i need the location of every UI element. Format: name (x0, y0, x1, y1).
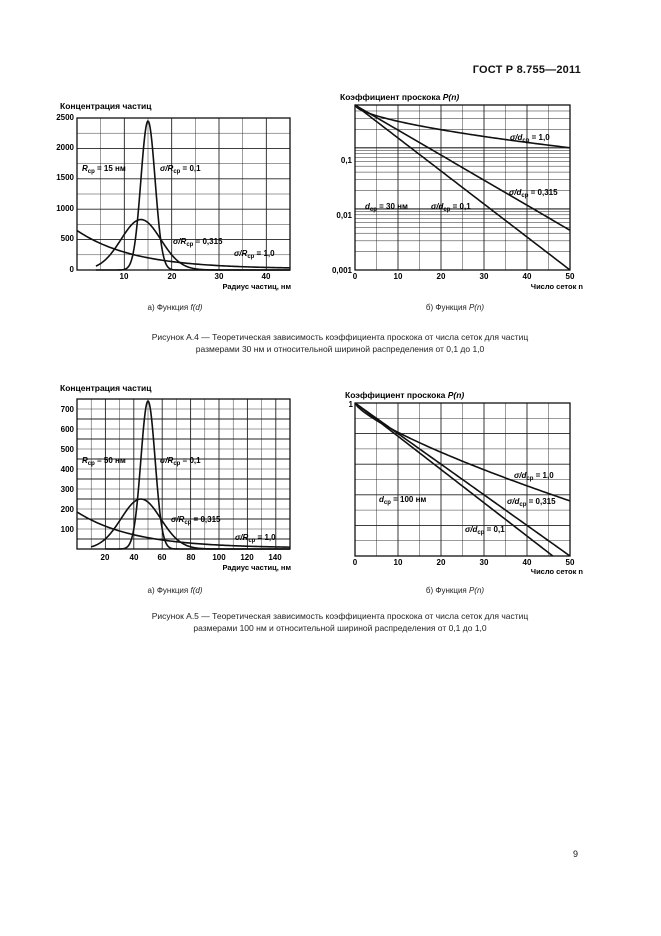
subcaption-a5-b (390, 586, 520, 595)
annotation-value: = 0,315 (526, 497, 556, 506)
annotation-subscript: ср (247, 254, 255, 260)
plot-frame (77, 399, 290, 549)
annotation-value: = 0,1 (450, 202, 471, 211)
annotation-subscript: ср (186, 242, 194, 248)
x-axis-label: Радиус частиц, нм (222, 563, 291, 572)
subcaption-a4-a (110, 303, 240, 312)
annotation-sigma-0-1 (160, 164, 201, 175)
annotation-value: = 0,1 (180, 164, 201, 173)
annotation-value: = 1,0 (533, 471, 554, 480)
x-tick-label: 10 (119, 272, 129, 281)
x-tick-label: 80 (186, 553, 196, 562)
figure-caption-a4 (60, 331, 620, 355)
y-tick-label: 0,1 (340, 156, 352, 165)
annotation-sigma-0-315 (171, 515, 221, 526)
caption-line-1: Рисунок А.4 — Теоретическая зависимость коэффициента проскока от числа сеток для частиц (151, 332, 529, 342)
annotation-sigma-0-1 (465, 525, 505, 536)
annotation-sigma-0-315 (509, 188, 558, 199)
x-tick-label: 120 (240, 553, 254, 562)
annotation-r-mean (82, 456, 126, 467)
annotation-symbol: σ/d (509, 188, 522, 197)
y-tick-label: 600 (60, 425, 74, 434)
annotation-symbol: R (82, 164, 88, 173)
annotation-subscript: ср (87, 169, 95, 175)
x-tick-label: 40 (261, 272, 271, 281)
annotation-subscript: ср (383, 500, 391, 506)
y-tick-label: 1000 (56, 204, 74, 213)
chart-title-function: P(n) (447, 390, 465, 400)
x-tick-label: 0 (352, 272, 358, 281)
annotation-subscript: ср (184, 520, 192, 526)
annotation-value: = 0,315 (528, 188, 558, 197)
annotation-symbol: d (379, 495, 384, 504)
annotation-sigma-1-0 (514, 471, 554, 482)
annotation-sigma-0-315 (507, 497, 556, 508)
subcaption-prefix: б) Функция (425, 586, 469, 595)
chart-a5-penetration (325, 380, 585, 580)
y-tick-labels (349, 400, 354, 409)
chart-a4-penetration (325, 88, 585, 300)
y-tick-labels (332, 156, 353, 275)
y-tick-label: 500 (60, 234, 74, 243)
y-tick-labels (56, 113, 74, 274)
annotation-symbol: σ/R (173, 237, 187, 246)
x-tick-label: 50 (565, 272, 575, 281)
x-axis-label: Число сеток n (530, 282, 583, 291)
subcaption-function: f(d) (190, 586, 203, 595)
annotation-symbol: σ/R (235, 533, 249, 542)
annotation-sigma-1-0 (234, 249, 275, 260)
figure-caption-a5 (60, 610, 620, 634)
x-tick-label: 100 (212, 553, 226, 562)
chart-title: Концентрация частиц (60, 101, 152, 111)
page-number: 9 (573, 849, 579, 859)
annotation-subscript: ср (369, 207, 377, 213)
x-tick-label: 30 (479, 272, 489, 281)
annotation-subscript: ср (248, 538, 256, 544)
caption-line-2: размерами 100 нм и относительной шириной распределения от 0,1 до 1,0 (193, 623, 487, 633)
chart-a5-concentration (55, 379, 295, 579)
annotation-symbol: σ/d (514, 471, 527, 480)
annotation-subscript: ср (173, 169, 181, 175)
annotation-value: = 1,0 (255, 533, 276, 542)
document-header: ГОСТ Р 8.755—2011 (472, 64, 581, 76)
subcaption-prefix: а) Функция (147, 586, 191, 595)
x-tick-label: 40 (522, 272, 532, 281)
annotation-value: = 1,0 (254, 249, 275, 258)
annotation-symbol: R (82, 456, 88, 465)
subcaption-prefix: б) Функция (425, 303, 469, 312)
caption-line-1: Рисунок А.5 — Теоретическая зависимость коэффициента проскока от числа сеток для частиц (151, 611, 529, 621)
annotation-symbol: σ/R (171, 515, 185, 524)
chart-title: Концентрация частиц (60, 383, 152, 393)
annotation-value: = 15 нм (94, 164, 126, 173)
subcaption-function: P(n) (468, 303, 485, 312)
x-tick-label: 30 (214, 272, 224, 281)
x-tick-label: 20 (436, 558, 446, 567)
chart-title (345, 390, 464, 400)
annotation-symbol: σ/R (160, 456, 174, 465)
x-tick-label: 10 (393, 272, 403, 281)
annotation-subscript: ср (519, 502, 527, 508)
x-tick-label: 30 (479, 558, 489, 567)
y-tick-label: 0,01 (336, 211, 352, 220)
y-tick-label: 400 (60, 465, 74, 474)
chart-title-text: Коэффициент проскока (345, 390, 448, 400)
y-tick-label: 300 (60, 485, 74, 494)
y-tick-label: 0 (69, 265, 74, 274)
annotation-sigma-1-0 (235, 533, 276, 544)
annotation-subscript: ср (173, 461, 181, 467)
annotation-subscript: ср (477, 530, 485, 536)
chart-title-text: Коэффициент проскока (340, 92, 443, 102)
x-tick-label: 60 (157, 553, 167, 562)
x-tick-label: 40 (129, 553, 139, 562)
subcaption-a5-a (110, 586, 240, 595)
annotation-subscript: ср (521, 193, 529, 199)
x-tick-label: 0 (352, 558, 358, 567)
annotation-sigma-0-1 (431, 202, 471, 213)
annotation-symbol: σ/d (507, 497, 520, 506)
annotation-value: = 100 нм (390, 495, 427, 504)
subcaption-prefix: а) Функция (147, 303, 191, 312)
annotation-symbol: d (365, 202, 370, 211)
annotation-value: = 1,0 (529, 133, 550, 142)
x-tick-label: 50 (565, 558, 575, 567)
annotation-symbol: σ/d (510, 133, 523, 142)
y-tick-label: 1 (348, 400, 353, 409)
y-tick-label: 700 (60, 405, 74, 414)
caption-line-2: размерами 30 нм и относительной шириной распределения от 0,1 до 1,0 (195, 344, 485, 354)
annotation-value: = 30 нм (376, 202, 408, 211)
x-tick-label: 10 (393, 558, 403, 567)
annotation-symbol: σ/d (465, 525, 478, 534)
annotation-subscript: ср (443, 207, 451, 213)
chart-title-function: P(n) (442, 92, 460, 102)
subcaption-a4-b (390, 303, 520, 312)
annotation-value: = 50 нм (94, 456, 126, 465)
annotation-subscript: ср (87, 461, 95, 467)
x-tick-label: 20 (167, 272, 177, 281)
annotation-d-mean (365, 202, 408, 213)
annotation-subscript: ср (522, 138, 530, 144)
annotation-symbol: σ/R (234, 249, 248, 258)
y-tick-label: 500 (60, 445, 74, 454)
annotation-subscript: ср (526, 476, 534, 482)
y-tick-label: 0,001 (331, 266, 352, 275)
x-tick-label: 140 (268, 553, 282, 562)
chart-a4-concentration (55, 98, 295, 298)
y-tick-label: 100 (60, 525, 74, 534)
annotation-symbol: σ/d (431, 202, 444, 211)
x-axis-label: Число сеток n (530, 567, 583, 576)
annotation-value: = 0,1 (484, 525, 505, 534)
annotation-symbol: σ/R (160, 164, 174, 173)
y-tick-label: 2500 (56, 113, 74, 122)
subcaption-function: f(d) (190, 303, 203, 312)
y-tick-label: 2000 (56, 143, 74, 152)
y-tick-label: 200 (60, 505, 74, 514)
x-tick-label: 40 (522, 558, 532, 567)
y-tick-labels (61, 405, 75, 534)
annotation-value: = 0,315 (191, 515, 221, 524)
x-tick-label: 20 (100, 553, 110, 562)
annotation-value: = 0,1 (180, 456, 201, 465)
annotation-value: = 0,315 (193, 237, 223, 246)
x-tick-label: 20 (436, 272, 446, 281)
x-tick-labels (120, 272, 271, 281)
series-line-0-1 (105, 401, 290, 549)
chart-grid (77, 399, 290, 549)
subcaption-function: P(n) (468, 586, 485, 595)
y-tick-label: 1500 (56, 173, 74, 182)
annotation-sigma-0-315 (173, 237, 223, 248)
x-tick-labels (353, 558, 575, 567)
x-tick-labels (353, 272, 575, 281)
x-axis-label: Радиус частиц, нм (222, 282, 291, 291)
chart-title (340, 92, 459, 102)
annotation-sigma-0-1 (160, 456, 201, 467)
x-tick-labels (101, 553, 283, 562)
annotation-r-mean (82, 164, 126, 175)
